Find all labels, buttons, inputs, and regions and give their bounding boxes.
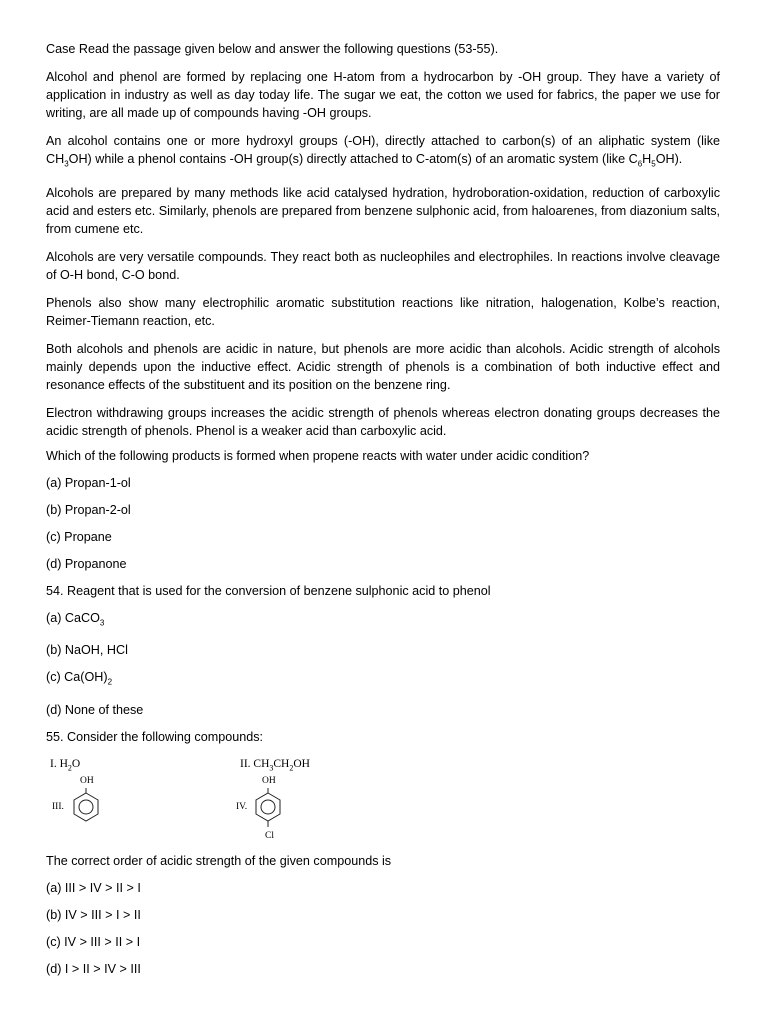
- q53-option-b: (b) Propan-2-ol: [46, 502, 131, 517]
- compound-4-oh-label: OH: [262, 775, 276, 786]
- q53-option-d: (d) Propanone: [46, 556, 127, 571]
- passage-paragraph-5: Phenols also show many electrophilic aromatic substitution reactions like nitration, halogenation, Kolbe’s reaction, Reimer-Tiemann reaction, etc.: [46, 295, 720, 328]
- q54-option-b: (b) NaOH, HCl: [46, 643, 128, 658]
- q55-option-d: (d) I > II > IV > III: [46, 961, 141, 976]
- passage-paragraph-3: Alcohols are prepared by many methods like acid catalysed hydration, hydroboration-oxidation, reduction of carboxylic acid and esters etc. Similarly, phenols are prepared from benzene sulphonic acid, from haloarenes, from diazonium salts, from cumene etc.: [46, 185, 720, 236]
- passage-paragraph-6: Both alcohols and phenols are acidic in nature, but phenols are more acidic than alcohols. Acidic strength of alcohols mainly depends upon the inductive effect. Acidic strength of phenols is a combination of both inductive effect and resonance effects of the substituent and its position on the benzene ring.: [46, 341, 720, 392]
- passage-paragraph-2: An alcohol contains one or more hydroxyl groups (-OH), directly attached to carbon(s) of an aliphatic system (like $CH_3OH$) while a phenol contains -OH group(s) directly attached to C-atom(s) of an aromatic system (like $C_6H_5OH$).: [46, 134, 720, 169]
- q54-option-a: (a) CaCO$_3$: [46, 610, 105, 628]
- passage-paragraph-4: Alcohols are very versatile compounds. They react both as nucleophiles and electrophiles. In reactions involve cleavage of O-H bond, C-O bond.: [46, 249, 720, 282]
- compound-4-label: IV.: [236, 801, 248, 812]
- q54-option-d: (d) None of these: [46, 702, 144, 717]
- question-53: Which of the following products is formed when propene reacts with water under acidic condition?: [46, 448, 590, 463]
- q54-option-c: (c) $Ca(OH)_2$: [46, 670, 113, 687]
- q55-prompt: The correct order of acidic strength of the given compounds is: [46, 853, 392, 868]
- compound-4-cl-label: Cl: [265, 830, 274, 841]
- passage-paragraph-1: Alcohol and phenol are formed by replacing one H-atom from a hydrocarbon by -OH group. They have a variety of application in industry as well as day today life. The sugar we eat, the cotton we used for fabrics, the paper we use for writing, are all made up of compounds having -OH groups.: [46, 70, 720, 120]
- phenol-ring-icon: [72, 788, 100, 822]
- q53-option-a: (a) Propan-1-ol: [46, 475, 131, 490]
- chlorophenol-ring-icon: [254, 788, 282, 832]
- compound-1-label: I. $H_2O$: [50, 757, 81, 772]
- q53-option-c: (c) Propane: [46, 529, 112, 544]
- passage-paragraph-7: Electron withdrawing groups increases the acidic strength of phenols whereas electron donating groups decreases the acidic strength of phenols. Phenol is a weaker acid than carboxylic acid.: [46, 405, 720, 438]
- q55-option-a: (a) III > IV > II > I: [46, 880, 141, 895]
- question-55: 55. Consider the following compounds:: [46, 729, 264, 744]
- q55-option-b: (b) IV > III > I > II: [46, 907, 141, 922]
- compound-3-oh-label: OH: [80, 775, 94, 786]
- compound-2-label: II. $CH_3CH_2OH$: [240, 757, 310, 772]
- question-54: 54. Reagent that is used for the conversion of benzene sulphonic acid to phenol: [46, 583, 491, 598]
- compounds-figure: [46, 754, 720, 846]
- document-page: [46, 40, 720, 978]
- case-intro: Case Read the passage given below and answer the following questions (53-55).: [46, 42, 499, 56]
- q55-option-c: (c) IV > III > II > I: [46, 934, 141, 949]
- compound-3-label: III.: [52, 801, 64, 812]
